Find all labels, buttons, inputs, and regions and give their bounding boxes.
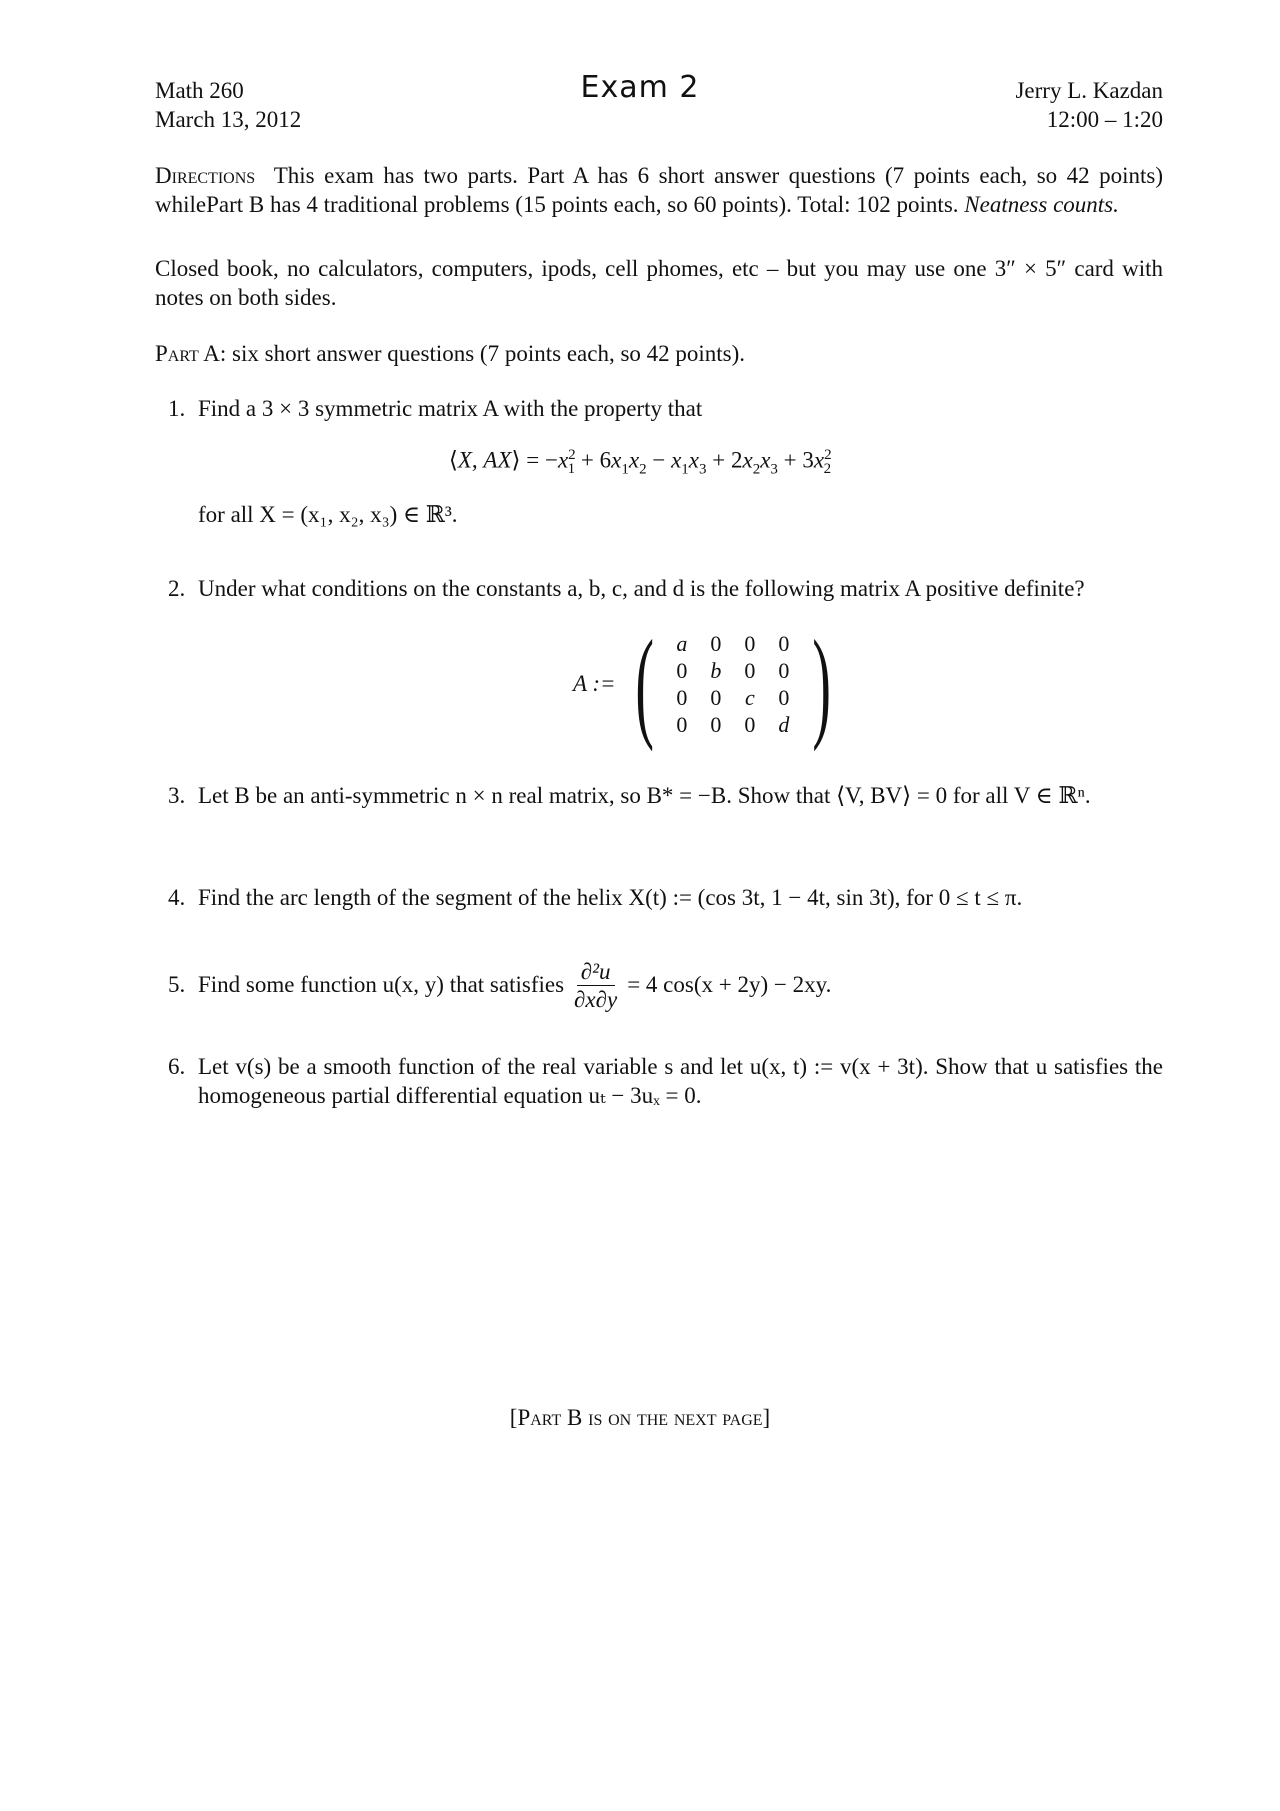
- matrix-right-paren: ): [812, 615, 831, 752]
- next-page-note: [Part B is on the next page]: [509, 1405, 771, 1430]
- instructor-name: Jerry L. Kazdan: [1015, 78, 1163, 103]
- question-5-rhs: = 4 cos(x + 2y) − 2xy.: [627, 972, 832, 997]
- part-a-description: : six short answer questions (7 points each, so 42 points).: [219, 341, 746, 366]
- question-3-number: 3.: [168, 783, 186, 808]
- question-5-number: 5.: [168, 972, 186, 997]
- question-1-text: Find a 3 × 3 symmetric matrix A with the property that: [198, 396, 703, 421]
- matrix-entries: [665, 630, 801, 738]
- question-2-matrix: [573, 615, 842, 752]
- matrix-cell: 0: [744, 711, 756, 737]
- matrix-left-paren: (: [634, 615, 654, 752]
- matrix-cell: c: [744, 684, 755, 710]
- question-4-number: 4.: [168, 885, 186, 910]
- exam-date: March 13, 2012: [155, 107, 302, 132]
- matrix-cell: 0: [744, 630, 756, 656]
- question-6-number: 6.: [168, 1054, 186, 1079]
- matrix-label: A :=: [573, 671, 616, 696]
- question-5-text: Find some function u(x, y) that satisfies: [198, 972, 565, 997]
- matrix-cell: 0: [710, 684, 722, 710]
- matrix-cell: 0: [744, 657, 756, 683]
- fraction-denominator: ∂x∂y: [574, 986, 618, 1012]
- matrix-cell: 0: [676, 657, 688, 683]
- matrix-cell: a: [676, 630, 688, 656]
- course-name: Math 260: [155, 78, 244, 103]
- question-1-domain: for all X = (x₁, x₂, x₃) ∈ ℝ³.: [198, 502, 458, 527]
- directions-text: This exam has two parts. Part A has 6 short answer questions (7 points each, so 42 points) whilePart B has 4 traditional problems (15 points each, so 60 points). Total: 102 points.: [155, 163, 1163, 217]
- fraction-numerator: ∂²u: [577, 958, 615, 986]
- matrix-cell: 0: [676, 684, 688, 710]
- question-4-text: Find the arc length of the segment of the helix X(t) := (cos 3t, 1 − 4t, sin 3t), for 0 ≤ t ≤ π.: [198, 885, 1023, 910]
- question-2-text: Under what conditions on the constants a, b, c, and d is the following matrix A positive definite?: [198, 576, 1085, 601]
- question-5-fraction: [570, 958, 621, 1013]
- question-3-text: Let B be an anti-symmetric n × n real matrix, so B* = −B. Show that ⟨V, BV⟩ = 0 for all V ∈ ℝⁿ.: [198, 783, 1091, 808]
- question-6-text: Let v(s) be a smooth function of the real variable s and let u(x, t) := v(x + 3t). Show that u satisfies the homogeneous partial differential equation uₜ − 3uₓ = 0.: [198, 1054, 1163, 1108]
- directions-paragraph: [155, 161, 1163, 219]
- matrix-cell: b: [710, 657, 722, 683]
- question-1-number: 1.: [168, 396, 186, 421]
- question-5-line: [198, 950, 831, 1020]
- matrix-cell: 0: [778, 684, 790, 710]
- part-a-heading: [155, 339, 1163, 368]
- matrix-cell: 0: [778, 630, 790, 656]
- exam-title: Exam 2: [580, 70, 700, 105]
- matrix-cell: 0: [710, 630, 722, 656]
- matrix-cell: d: [778, 711, 790, 737]
- part-a-label: Part A: [155, 341, 220, 366]
- matrix-cell: 0: [778, 657, 790, 683]
- question-1-equation: ⟨X, AX⟩ = $-x^2_1 + 6x_1x_2 - x_1x_3 + 2x_2x_3 + 3x^2_2$: [448, 447, 832, 478]
- neatness-note: Neatness counts.: [964, 192, 1119, 217]
- question-2-number: 2.: [168, 576, 186, 601]
- matrix-cell: 0: [710, 711, 722, 737]
- matrix-cell: 0: [676, 711, 688, 737]
- header-right: [1015, 76, 1163, 134]
- exam-rules: Closed book, no calculators, computers, ipods, cell phomes, etc – but you may use one 3″ × 5″ card with notes on both sides.: [155, 256, 1163, 310]
- directions-label: Directions: [155, 163, 256, 188]
- exam-time: 12:00 – 1:20: [1046, 107, 1163, 132]
